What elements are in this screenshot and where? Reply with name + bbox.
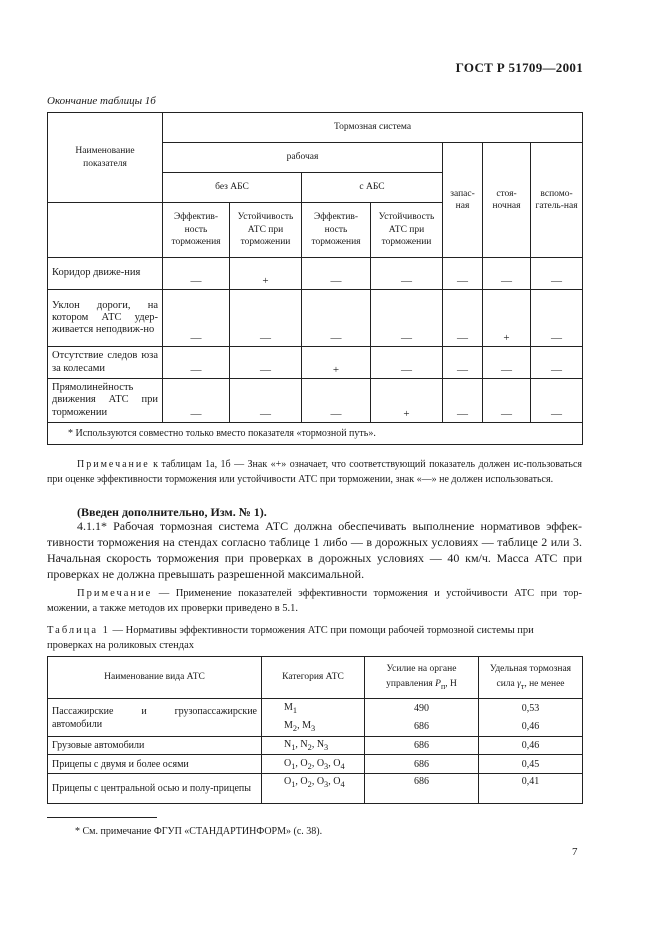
vehicle-category: $O_1$, $O_2$, $O_3$, $O_4$ — [262, 755, 365, 774]
braking-force: 0,41 — [479, 774, 583, 804]
cell-value: + — [230, 258, 302, 290]
vehicle-type: Пассажирские и грузопассажирские автомобили — [48, 699, 262, 737]
cell-value: + — [371, 379, 443, 423]
braking-force-header: Удельная тормозная сила $\gamma_т$, не менее — [479, 657, 583, 699]
control-force: 686 — [365, 737, 479, 755]
spare-system-header: запас-ная — [443, 143, 483, 258]
cell-value: + — [302, 347, 371, 379]
cell-value: — — [483, 379, 531, 423]
vehicle-category: $M_2$, $M_3$ — [262, 718, 365, 737]
efficiency-header: Эффектив-ность торможения — [302, 203, 371, 258]
cell-value: — — [302, 258, 371, 290]
cell-value: — — [371, 347, 443, 379]
cell-value: — — [443, 290, 483, 347]
vehicle-category: $O_1$, $O_2$, $O_3$, $O_4$ — [262, 774, 365, 804]
note-tables-1a-1b — [47, 458, 582, 487]
table-1 — [47, 656, 583, 804]
row-label: Уклон дороги, на котором АТС удер-живается неподвиж-но — [48, 290, 163, 347]
table-row — [48, 755, 583, 774]
table-row — [48, 347, 583, 379]
stability-header: Устойчивость АТС при торможении — [371, 203, 443, 258]
note-text: — Применение показателей эффективности торможения и устойчивости АТС при тор-можении, а также методов их проверки приведено в 5.1. — [47, 588, 582, 615]
cell-value: — — [230, 347, 302, 379]
table-row — [48, 699, 583, 718]
amendment-mark: (Введен дополнительно, Изм. № 1). — [77, 505, 267, 519]
note-lead: Примечание — [77, 588, 153, 599]
table-row — [48, 379, 583, 423]
table-1-caption — [47, 624, 582, 653]
footnote-rule — [47, 817, 157, 818]
table-1b-footnote: * Используются совместно только вместо показателя «тормозной путь». — [48, 423, 583, 445]
cell-value: — — [371, 258, 443, 290]
table-1b — [47, 112, 583, 445]
cell-value: — — [302, 290, 371, 347]
braking-force: 0,46 — [479, 737, 583, 755]
vehicle-type: Грузовые автомобили — [48, 737, 262, 755]
cell-value: — — [371, 290, 443, 347]
cell-value: — — [163, 379, 230, 423]
table-row — [48, 290, 583, 347]
cell-value: — — [531, 379, 583, 423]
working-system-header: рабочая — [163, 143, 443, 173]
brake-system-header: Тормозная система — [163, 113, 583, 143]
cell-value: — — [163, 347, 230, 379]
table-row — [48, 737, 583, 755]
row-header-spacer — [48, 203, 163, 258]
control-force: 686 — [365, 774, 479, 804]
braking-force: 0,53 — [479, 699, 583, 718]
cell-value: — — [230, 379, 302, 423]
table-1b-caption: Окончание таблицы 1б — [47, 95, 156, 107]
vehicle-category: $M_1$ — [262, 699, 365, 718]
control-force-header: Усилие на органе управления $P_п$, Н — [365, 657, 479, 699]
control-force: 490 — [365, 699, 479, 718]
note-lead: Примечание — [77, 459, 150, 470]
table-1-title: — Нормативы эффективности торможения АТС при помощи рабочей тормозной системы при проверках на роликовых стендах — [47, 625, 534, 651]
no-abs-header: без АБС — [163, 173, 302, 203]
page-footnote: * См. примечание ФГУП «СТАНДАРТИНФОРМ» (с. 38). — [75, 826, 323, 837]
cell-value: — — [302, 379, 371, 423]
table-row — [48, 774, 583, 804]
cell-value: + — [483, 290, 531, 347]
param-name-header: Наименование показателя — [48, 113, 163, 203]
cell-value: — — [163, 258, 230, 290]
cell-value: — — [531, 347, 583, 379]
clause-4-1-1: 4.1.1* Рабочая тормозная система АТС должна обеспечивать выполнение нормативов эффек-тивности торможения на стендах согласно таблице 1 либо — в дорожных условиях — таблице 2 или 3. Начальная скорость торможения при проверках в дорожных условиях — 40 км/ч. Масса АТС при проверках не должна превышать разрешенной максимальной. — [47, 519, 582, 581]
vehicle-category-header: Категория АТС — [262, 657, 365, 699]
cell-value: — — [443, 347, 483, 379]
with-abs-header: с АБС — [302, 173, 443, 203]
table-row — [48, 258, 583, 290]
row-label: Прямолинейность движения АТС при торможении — [48, 379, 163, 423]
row-label: Отсутствие следов юза за колесами — [48, 347, 163, 379]
cell-value: — — [230, 290, 302, 347]
braking-force: 0,46 — [479, 718, 583, 737]
control-force: 686 — [365, 718, 479, 737]
vehicle-type: Прицепы с центральной осью и полу-прицепы — [48, 774, 262, 804]
vehicle-category: $N_1$, $N_2$, $N_3$ — [262, 737, 365, 755]
cell-value: — — [483, 347, 531, 379]
cell-value: — — [443, 379, 483, 423]
parking-system-header: стоя-ночная — [483, 143, 531, 258]
vehicle-type-header: Наименование вида АТС — [48, 657, 262, 699]
note-text: к таблицам 1а, 1б — Знак «+» означает, что соответствующий показатель должен ис-пользоваться при оценке эффективности торможения или устойчивости АТС при торможении, знак «—» не должен использоваться. — [47, 459, 582, 485]
row-label: Коридор движе-ния — [48, 258, 163, 290]
cell-value: — — [443, 258, 483, 290]
cell-value: — — [531, 258, 583, 290]
note-clause-4-1-1 — [47, 586, 582, 616]
cell-value: — — [531, 290, 583, 347]
braking-force: 0,45 — [479, 755, 583, 774]
page-number: 7 — [572, 846, 578, 858]
stability-header: Устойчивость АТС при торможении — [230, 203, 302, 258]
document-code: ГОСТ Р 51709—2001 — [455, 60, 583, 75]
auxiliary-system-header: вспомо-гатель-ная — [531, 143, 583, 258]
vehicle-type: Прицепы с двумя и более осями — [48, 755, 262, 774]
cell-value: — — [483, 258, 531, 290]
cell-value: — — [163, 290, 230, 347]
control-force: 686 — [365, 755, 479, 774]
table-1-label: Таблица 1 — [47, 625, 110, 636]
efficiency-header: Эффектив-ность торможения — [163, 203, 230, 258]
